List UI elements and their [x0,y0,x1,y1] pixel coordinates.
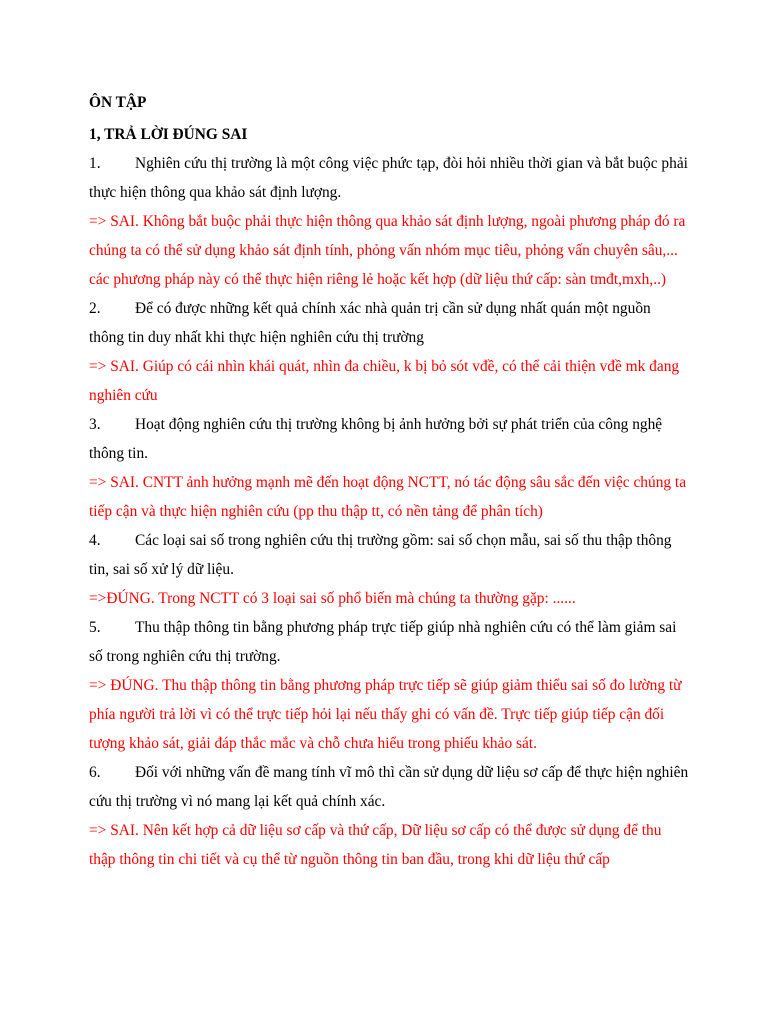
question-item-2 [89,294,689,410]
question-body: Các loại sai số trong nghiên cứu thị trường gồm: sai số chọn mẫu, sai số thu thập thông tin, sai số xử lý dữ liệu. [89,532,672,578]
question-number: 1. [89,155,101,172]
question-body: Hoạt động nghiên cứu thị trường không bị ảnh hưởng bởi sự phát triển của công nghệ thông tin. [89,416,663,462]
document-title: ÔN TẬP [89,94,147,111]
question-body: Để có được những kết quả chính xác nhà quản trị cần sử dụng nhất quán một nguồn thông tin duy nhất khi thực hiện nghiên cứu thị trường [89,300,651,346]
question-text [89,294,689,352]
question-number: 2. [89,300,101,317]
question-text [89,410,689,468]
answer-text: => SAI. Nên kết hợp cả dữ liệu sơ cấp và thứ cấp, Dữ liệu sơ cấp có thể được sử dụng để thu thập thông tin chi tiết và cụ thể từ nguồn thông tin ban đầu, trong khi dữ liệu thứ cấp [89,822,662,868]
answer-text: => SAI. Giúp có cái nhìn khái quát, nhìn đa chiều, k bị bỏ sót vđề, có thể cải thiện vđề mk đang nghiên cứu [89,358,680,404]
question-number: 6. [89,764,101,781]
question-item-4 [89,526,689,613]
question-number: 3. [89,416,101,433]
question-text [89,149,689,207]
question-number: 5. [89,619,101,636]
answer-text: =>ĐÚNG. Trong NCTT có 3 loại sai số phổ biến mà chúng ta thường gặp: ...... [89,590,576,607]
question-item-1 [89,149,689,294]
section-heading: 1, TRẢ LỜI ĐÚNG SAI [89,126,248,143]
question-item-3 [89,410,689,526]
answer-text: => SAI. CNTT ảnh hưởng mạnh mẽ đến hoạt động NCTT, nó tác động sâu sắc đến việc chúng ta tiếp cận và thực hiện nghiên cứu (pp thu thập tt, có nền tảng để phân tích) [89,474,687,520]
document-page [89,88,689,874]
question-body: Đối với những vấn đề mang tính vĩ mô thì cần sử dụng dữ liệu sơ cấp để thực hiện nghiên cứu thị trường vì nó mang lại kết quả chính xác. [89,764,689,810]
question-text [89,758,689,816]
question-item-5 [89,613,689,758]
question-item-6 [89,758,689,874]
question-body: Thu thập thông tin bằng phương pháp trực tiếp giúp nhà nghiên cứu có thể làm giảm sai số trong nghiên cứu thị trường. [89,619,677,665]
answer-text: => ĐÚNG. Thu thập thông tin bằng phương pháp trực tiếp sẽ giúp giảm thiểu sai số đo lường từ phía người trả lời vì có thể trực tiếp hỏi lại nếu thấy ghi có vấn đề. Trực tiếp giúp tiếp cận đối tượng khảo sát, giải đáp thắc mắc và chỗ chưa hiểu trong phiếu khảo sát. [89,677,682,752]
answer-text: => SAI. Không bắt buộc phải thực hiện thông qua khảo sát định lượng, ngoài phương pháp đó ra chúng ta có thể sử dụng khảo sát định tính, phỏng vấn nhóm mục tiêu, phỏng vấn chuyên sâu,... các phương pháp này có thể thực hiện riêng lẻ hoặc kết hợp (dữ liệu thứ cấp: sàn tmđt,mxh,..) [89,213,686,288]
question-text [89,526,689,584]
question-body: Nghiên cứu thị trường là một công việc phức tạp, đòi hỏi nhiều thời gian và bắt buộc phải thực hiện thông qua khảo sát định lượng. [89,155,688,201]
question-text [89,613,689,671]
question-number: 4. [89,532,101,549]
